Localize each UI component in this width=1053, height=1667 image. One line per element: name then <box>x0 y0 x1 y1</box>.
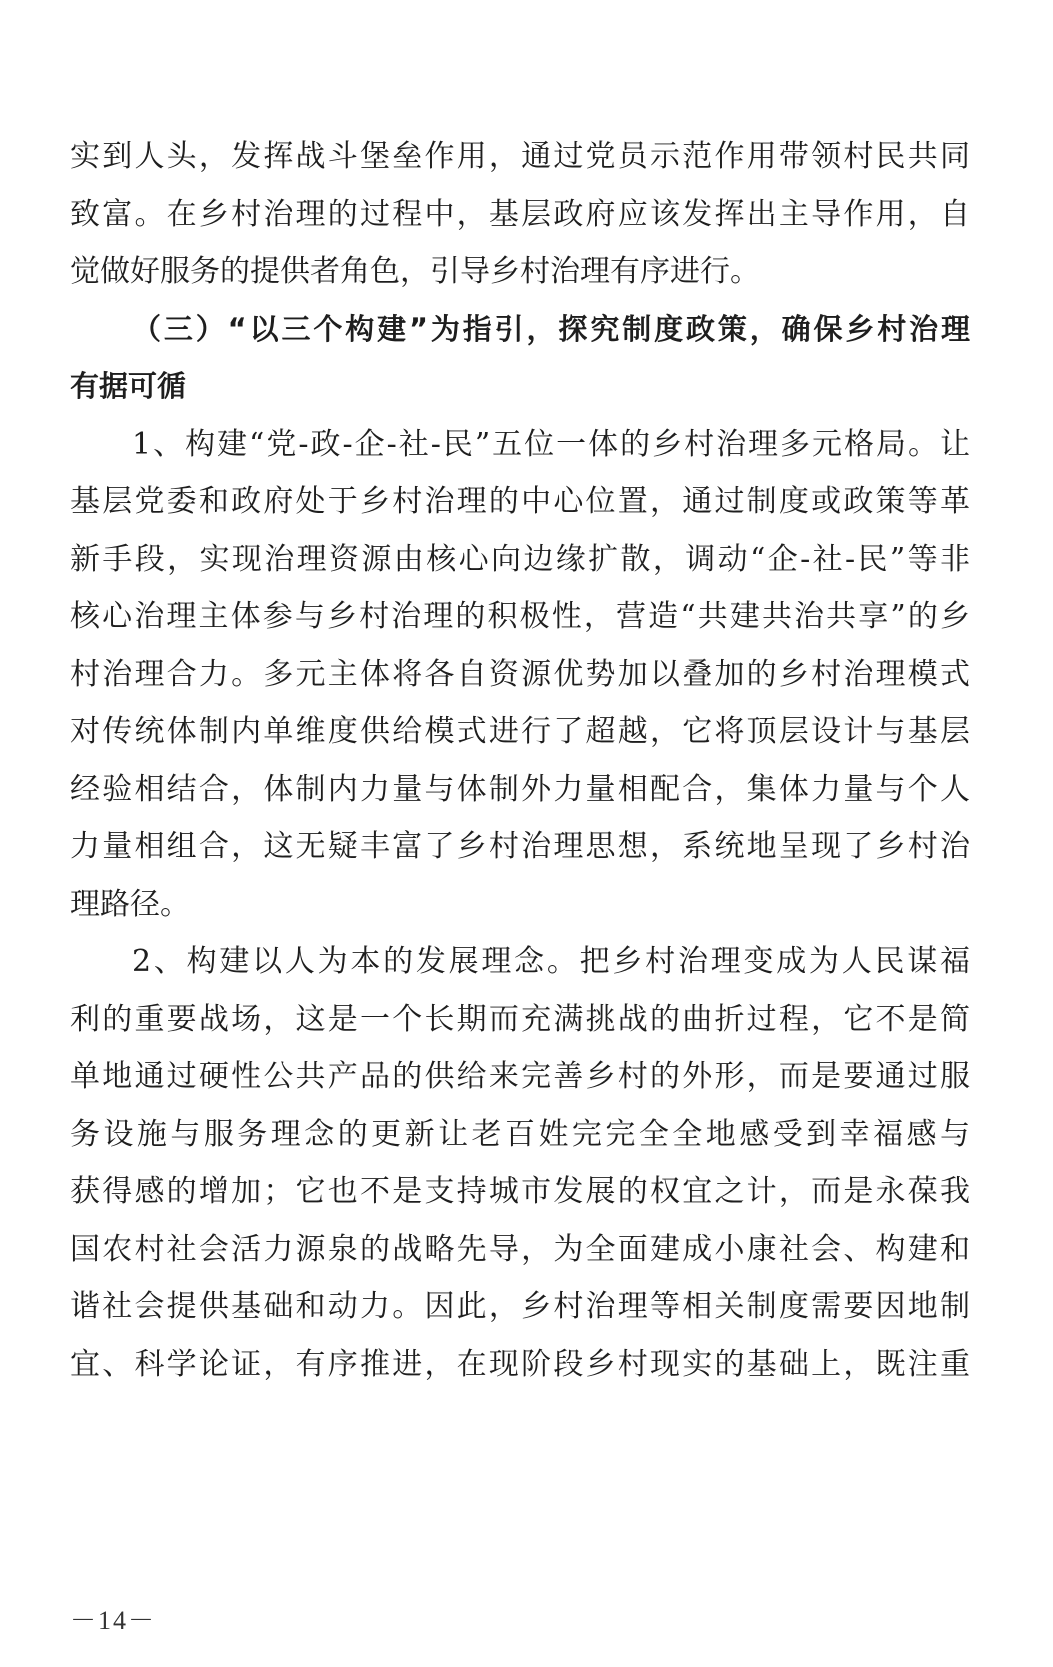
text-line: 国农村社会活力源泉的战略先导，为全面建成小康社会、构建和 <box>70 1231 970 1267</box>
text-line: 利的重要战场，这是一个长期而充满挑战的曲折过程，它不是简 <box>70 1001 970 1037</box>
text-line: 村治理合力。多元主体将各自资源优势加以叠加的乡村治理模式 <box>70 656 970 692</box>
text-line: 觉做好服务的提供者角色，引导乡村治理有序进行。 <box>70 254 760 289</box>
text-line: 力量相组合，这无疑丰富了乡村治理思想，系统地呈现了乡村治 <box>70 829 970 864</box>
paragraph-2-start: 2、构建以人为本的发展理念。把乡村治理变成为人民谋福 <box>132 944 970 979</box>
text-line: 核心治理主体参与乡村治理的积极性，营造“共建共治共享”的乡 <box>70 599 970 634</box>
text-line: 基层党委和政府处于乡村治理的中心位置，通过制度或政策等革 <box>70 484 970 519</box>
body-text <box>70 128 970 1393</box>
text-line: 致富。在乡村治理的过程中，基层政府应该发挥出主导作用，自 <box>70 196 970 232</box>
text-line: 获得感的增加；它也不是支持城市发展的权宜之计，而是永葆我 <box>70 1174 970 1209</box>
text-line: 对传统体制内单维度供给模式进行了超越，它将顶层设计与基层 <box>70 714 970 749</box>
text-line: 实到人头，发挥战斗堡垒作用，通过党员示范作用带领村民共同 <box>70 139 970 174</box>
section-heading-continued: 有据可循 <box>70 369 187 403</box>
page-number: －14－ <box>70 1606 157 1635</box>
section-heading: （三）“以三个构建”为指引，探究制度政策，确保乡村治理 <box>132 311 970 346</box>
paragraph-1-start: 1、构建“党-政-企-社-民”五位一体的乡村治理多元格局。让 <box>132 426 970 462</box>
text-line: 经验相结合，体制内力量与体制外力量相配合，集体力量与个人 <box>70 771 970 807</box>
text-line: 宜、科学论证，有序推进，在现阶段乡村现实的基础上，既注重 <box>70 1346 970 1382</box>
text-line: 务设施与服务理念的更新让老百姓完完全全地感受到幸福感与 <box>70 1116 970 1152</box>
text-line: 新手段，实现治理资源由核心向边缘扩散，调动“企-社-民”等非 <box>70 541 970 577</box>
text-line: 理路径。 <box>70 886 190 922</box>
text-line: 谐社会提供基础和动力。因此，乡村治理等相关制度需要因地制 <box>70 1289 970 1324</box>
text-line: 单地通过硬性公共产品的供给来完善乡村的外形，而是要通过服 <box>70 1059 970 1094</box>
